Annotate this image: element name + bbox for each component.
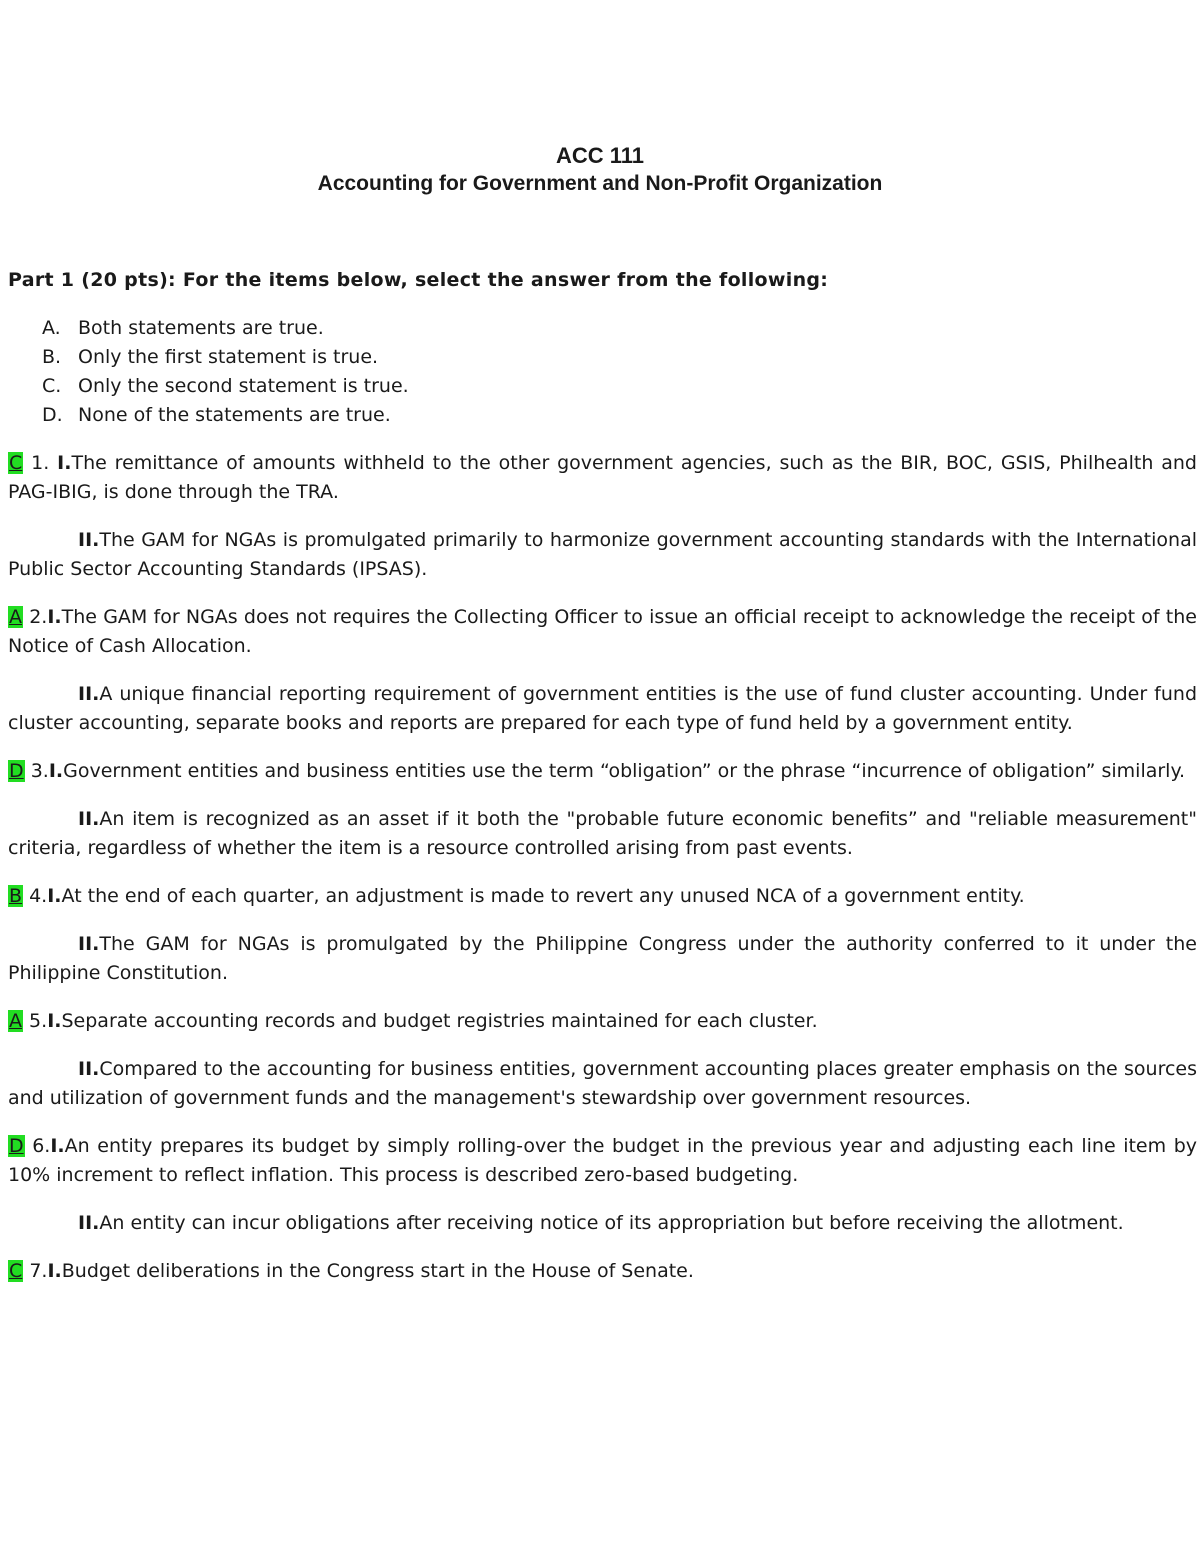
statement-label: I. xyxy=(47,885,62,907)
choice-letter: B. xyxy=(42,346,62,368)
item-number: 1. xyxy=(31,452,50,474)
choice-text: Only the second statement is true. xyxy=(78,375,409,397)
statement-label: I. xyxy=(57,452,72,474)
statement-label: II. xyxy=(78,683,100,705)
item-2-statement-1 xyxy=(8,603,1197,661)
statement-label: I. xyxy=(47,1260,62,1282)
choice-item xyxy=(42,372,409,401)
answer-mark: A xyxy=(9,1010,22,1032)
statement-label: II. xyxy=(78,529,100,551)
statement-label: I. xyxy=(47,606,62,628)
choice-letter: C. xyxy=(42,375,62,397)
answer-mark: C xyxy=(9,1260,23,1282)
statement-label: II. xyxy=(78,933,100,955)
choice-item xyxy=(42,314,409,343)
statement-text: The GAM for NGAs is promulgated primarily to harmonize government accounting standards with the International Public Sector Accounting Standards (IPSAS). xyxy=(8,529,1197,580)
item-1-statement-1 xyxy=(8,449,1197,507)
statement-text: The remittance of amounts withheld to the other government agencies, such as the BIR, BOC, GSIS, Philhealth and PAG-IBIG, is done through the TRA. xyxy=(8,452,1197,503)
choice-letter: A. xyxy=(42,317,61,339)
statement-text: Budget deliberations in the Congress start in the House of Senate. xyxy=(61,1260,694,1282)
item-6-statement-2 xyxy=(8,1209,1197,1238)
item-3-statement-2 xyxy=(8,805,1197,863)
item-number: 2. xyxy=(29,606,48,628)
statement-text: An entity can incur obligations after receiving notice of its appropriation but before receiving the allotment. xyxy=(99,1212,1124,1234)
item-3-statement-1 xyxy=(8,757,1197,786)
item-number: 5. xyxy=(29,1010,48,1032)
choice-letter: D. xyxy=(42,404,63,426)
item-5-statement-1 xyxy=(8,1007,1197,1036)
answer-mark: D xyxy=(9,760,24,782)
choice-item xyxy=(42,343,409,372)
item-4-statement-2 xyxy=(8,930,1197,988)
item-1-statement-2 xyxy=(8,526,1197,584)
statement-text: Government entities and business entities use the term “obligation” or the phrase “incurrence of obligation” similarly. xyxy=(63,760,1186,782)
statement-text: The GAM for NGAs does not requires the Collecting Officer to issue an official receipt to acknowledge the receipt of the Notice of Cash Allocation. xyxy=(8,606,1197,657)
statement-label: II. xyxy=(78,1058,100,1080)
statement-label: I. xyxy=(47,1010,62,1032)
answer-mark: B xyxy=(9,885,23,907)
course-name: Accounting for Government and Non-Profit Organization xyxy=(317,172,883,195)
choice-text: Both statements are true. xyxy=(78,317,324,339)
answer-mark: C xyxy=(9,452,23,474)
statement-text: At the end of each quarter, an adjustment is made to revert any unused NCA of a government entity. xyxy=(61,885,1025,907)
item-number: 3. xyxy=(30,760,49,782)
statement-text: The GAM for NGAs is promulgated by the Philippine Congress under the authority conferred to it under the Philippine Constitution. xyxy=(8,933,1197,984)
statement-text: A unique financial reporting requirement of government entities is the use of fund cluster accounting. Under fund cluster accounting, separate books and reports are prepared for each type of fund held by a government entity. xyxy=(8,683,1197,734)
statement-text: Separate accounting records and budget registries maintained for each cluster. xyxy=(61,1010,818,1032)
item-number: 6. xyxy=(32,1135,51,1157)
statement-label: I. xyxy=(50,1135,65,1157)
statement-label: I. xyxy=(48,760,64,782)
item-number: 7. xyxy=(29,1260,48,1282)
choice-text: Only the first statement is true. xyxy=(78,346,379,368)
item-number: 4. xyxy=(29,885,48,907)
statement-text: Compared to the accounting for business entities, government accounting places greater emphasis on the sources and utilization of government funds and the management's stewardship over government resources. xyxy=(8,1058,1197,1109)
statement-label: II. xyxy=(78,1212,100,1234)
answer-choices-list xyxy=(42,314,409,430)
item-7-statement-1 xyxy=(8,1257,1197,1286)
statement-label: II. xyxy=(78,808,100,830)
item-5-statement-2 xyxy=(8,1055,1197,1113)
answer-mark: A xyxy=(9,606,22,628)
course-code: ACC 111 xyxy=(555,143,645,168)
statement-text: An item is recognized as an asset if it both the "probable future economic benefits” and "reliable measurement" criteria, regardless of whether the item is a resource controlled arising from past events. xyxy=(8,808,1197,859)
statement-text: An entity prepares its budget by simply rolling-over the budget in the previous year and adjusting each line item by 10% increment to reflect inflation. This process is described zero-based budgeting. xyxy=(8,1135,1197,1186)
item-2-statement-2 xyxy=(8,680,1197,738)
choice-text: None of the statements are true. xyxy=(78,404,391,426)
document-title xyxy=(0,142,1200,198)
item-6-statement-1 xyxy=(8,1132,1197,1190)
answer-mark: D xyxy=(9,1135,24,1157)
item-4-statement-1 xyxy=(8,882,1197,911)
choice-item xyxy=(42,401,409,430)
question-items xyxy=(8,449,1197,1305)
part-1-instruction: Part 1 (20 pts): For the items below, select the answer from the following: xyxy=(8,269,829,291)
